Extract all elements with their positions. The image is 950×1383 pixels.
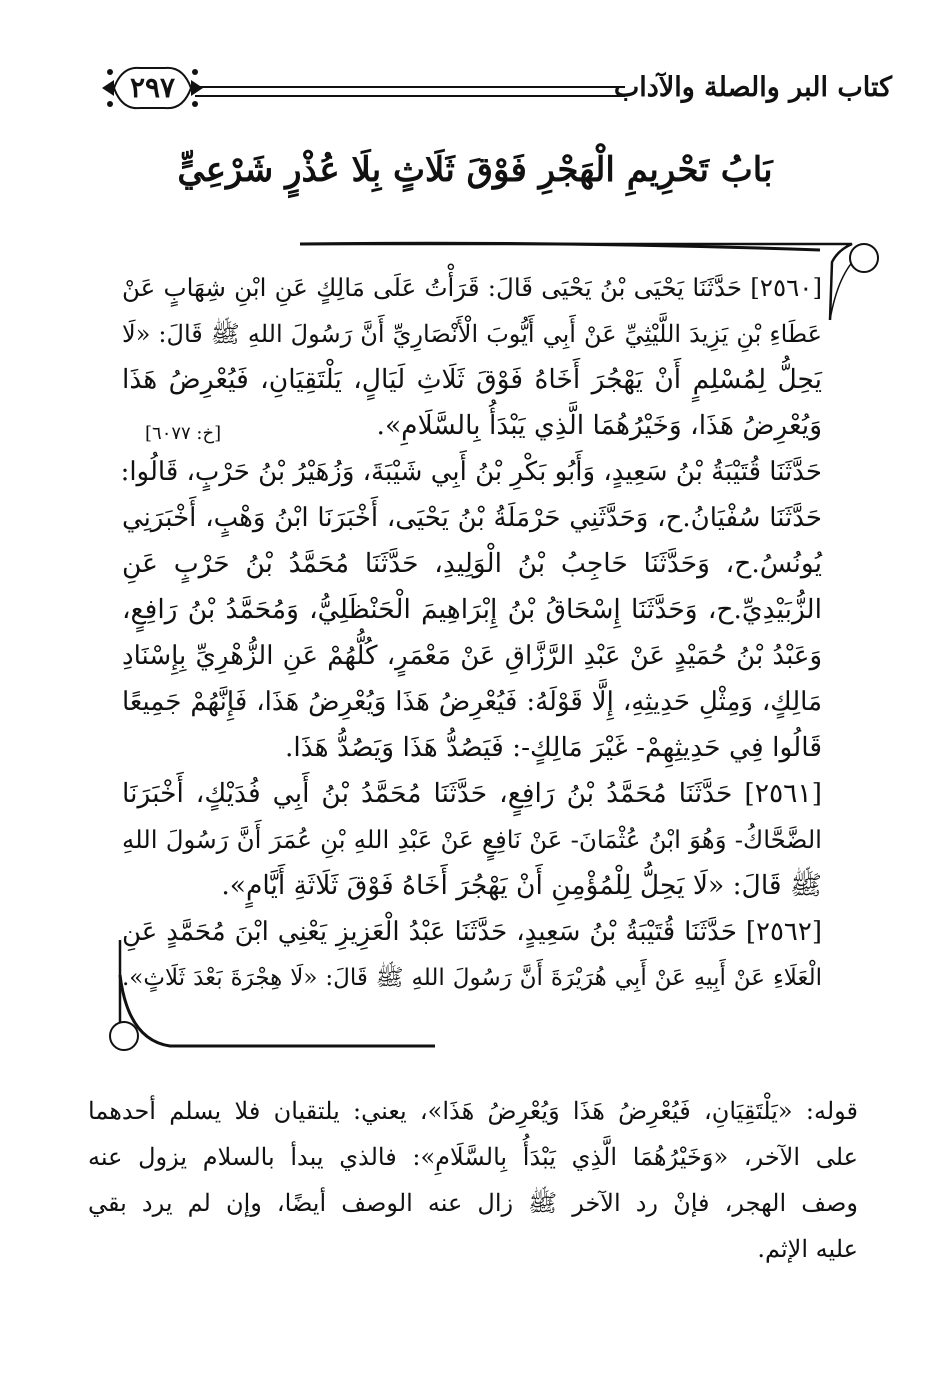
running-title: كتاب البر والصلة والآداب [613,72,892,103]
hadith-text [122,265,822,1001]
hadith-line: [٢٥٦١] حَدَّثَنَا مُحَمَّدُ بْنُ رَافِعٍ، حَدَّثَنَا مُحَمَّدُ بْنُ أَبِي فُدَيْكٍ، أَخْبَرَنَا [122,778,822,809]
commentary-line: عليه الإثم. [757,1235,858,1263]
chapter-title: بَابُ تَحْرِيمِ الْهَجْرِ فَوْقَ ثَلَاثٍ بِلَا عُذْرٍ شَرْعِيٍّ [177,150,773,190]
hadith-line: الضَّحَّاكُ- وَهُوَ ابْنُ عُثْمَانَ- عَنْ نَافِعٍ عَنْ عَبْدِ اللهِ بْنِ عُمَرَ أَنَّ رَسُولَ اللهِ [122,825,822,854]
hadith-line: وَيُعْرِضُ هَذَا، وَخَيْرُهُمَا الَّذِي يَبْدَأُ بِالسَّلَامِ». [376,410,822,441]
hadith-line: مَالِكٍ، وَمِثْلِ حَدِيثِهِ، إِلَّا قَوْلَهُ: فَيُعْرِضُ هَذَا وَيُعْرِضُ هَذَا، فَإِنَّهُمْ جَمِيعًا [122,687,822,717]
hadith-line: [٢٥٦٢] حَدَّثَنَا قُتَيْبَةُ بْنُ سَعِيدٍ، حَدَّثَنَا عَبْدُ الْعَزِيزِ يَعْنِي ابْنَ مُحَمَّدٍ عَنِ [122,917,822,947]
hadith-line: حَدَّثَنَا قُتَيْبَةُ بْنُ سَعِيدٍ، وَأَبُو بَكْرِ بْنُ أَبِي شَيْبَةَ، وَزُهَيْرُ بْنُ حَرْبٍ، قَالُوا: [120,457,822,487]
hadith-line: يُونُسُ.ح، وَحَدَّثَنَا حَاجِبُ بْنُ الْوَلِيدِ، حَدَّثَنَا مُحَمَّدُ بْنُ حَرْبٍ عَنِ [122,548,822,579]
reference-tag: [خ: ٦٠٧٧] [145,423,222,444]
hadith-line: الْعَلَاءِ عَنْ أَبِيهِ عَنْ أَبِي هُرَيْرَةَ أَنَّ رَسُولَ اللهِ ﷺ قَالَ: «لَا هِجْرَةَ بَعْدَ ثَلَاثٍ». [122,965,822,991]
header-rule [195,86,625,97]
hadith-line: الزُّبَيْدِيِّ.ح، وَحَدَّثَنَا إِسْحَاقُ بْنُ إِبْرَاهِيمَ الْحَنْظَلِيُّ، وَمُحَمَّدُ بْنُ رَافِعٍ، [122,594,822,625]
commentary-line: على الآخر، «وَخَيْرُهُمَا الَّذِي يَبْدَأُ بِالسَّلَامِ»: فالذي يبدأ بالسلام يزول عنه [88,1143,858,1171]
hadith-line: حَدَّثَنَا سُفْيَانُ.ح، وَحَدَّثَنِي حَرْمَلَةُ بْنُ يَحْيَى، أَخْبَرَنَا ابْنُ وَهْبٍ، أَخْبَرَنِي [122,503,822,533]
hadith-line: عَطَاءِ بْنِ يَزِيدَ اللَّيْثِيِّ عَنْ أَبِي أَيُّوبَ الْأَنْصَارِيِّ أَنَّ رَسُولَ اللهِ ﷺ قَالَ: «لَا [122,320,823,348]
hadith-line: [٢٥٦٠] حَدَّثَنَا يَحْيَى بْنُ يَحْيَى قَالَ: قَرَأْتُ عَلَى مَالِكٍ عَنِ ابْنِ شِهَابٍ عَنْ [122,273,822,302]
commentary [88,1088,858,1272]
hadith-line: ﷺ قَالَ: «لَا يَحِلُّ لِلْمُؤْمِنِ أَنْ يَهْجُرَ أَخَاهُ فَوْقَ ثَلَاثَةِ أَيَّامٍ». [221,870,822,901]
hadith-line: يَحِلُّ لِمُسْلِمٍ أَنْ يَهْجُرَ أَخَاهُ فَوْقَ ثَلَاثِ لَيَالٍ، يَلْتَقِيَانِ، فَيُعْرِضُ هَذَا [122,364,822,395]
hadith-line: وَعَبْدُ بْنُ حُمَيْدٍ عَنْ عَبْدِ الرَّزَّاقِ عَنْ مَعْمَرٍ، كُلُّهُمْ عَنِ الزُّهْرِيِّ بِإِسْنَادِ [122,641,822,671]
hadith-line: قَالُوا فِي حَدِيثِهِمْ- غَيْرَ مَالِكٍ-: فَيَصُدُّ هَذَا وَيَصُدُّ هَذَا. [284,732,822,763]
commentary-line: وصف الهجر، فإنْ رد الآخر ﷺ زال عنه الوصف أيضًا، وإن لم يرد بقي [88,1189,858,1217]
commentary-line: قوله: «يَلْتَقِيَانِ، فَيُعْرِضُ هَذَا وَيُعْرِضُ هَذَا»، يعني: يلتقيان فلا يسلم أحدهما [88,1097,858,1125]
page-number: ٢٩٧ [129,71,176,104]
